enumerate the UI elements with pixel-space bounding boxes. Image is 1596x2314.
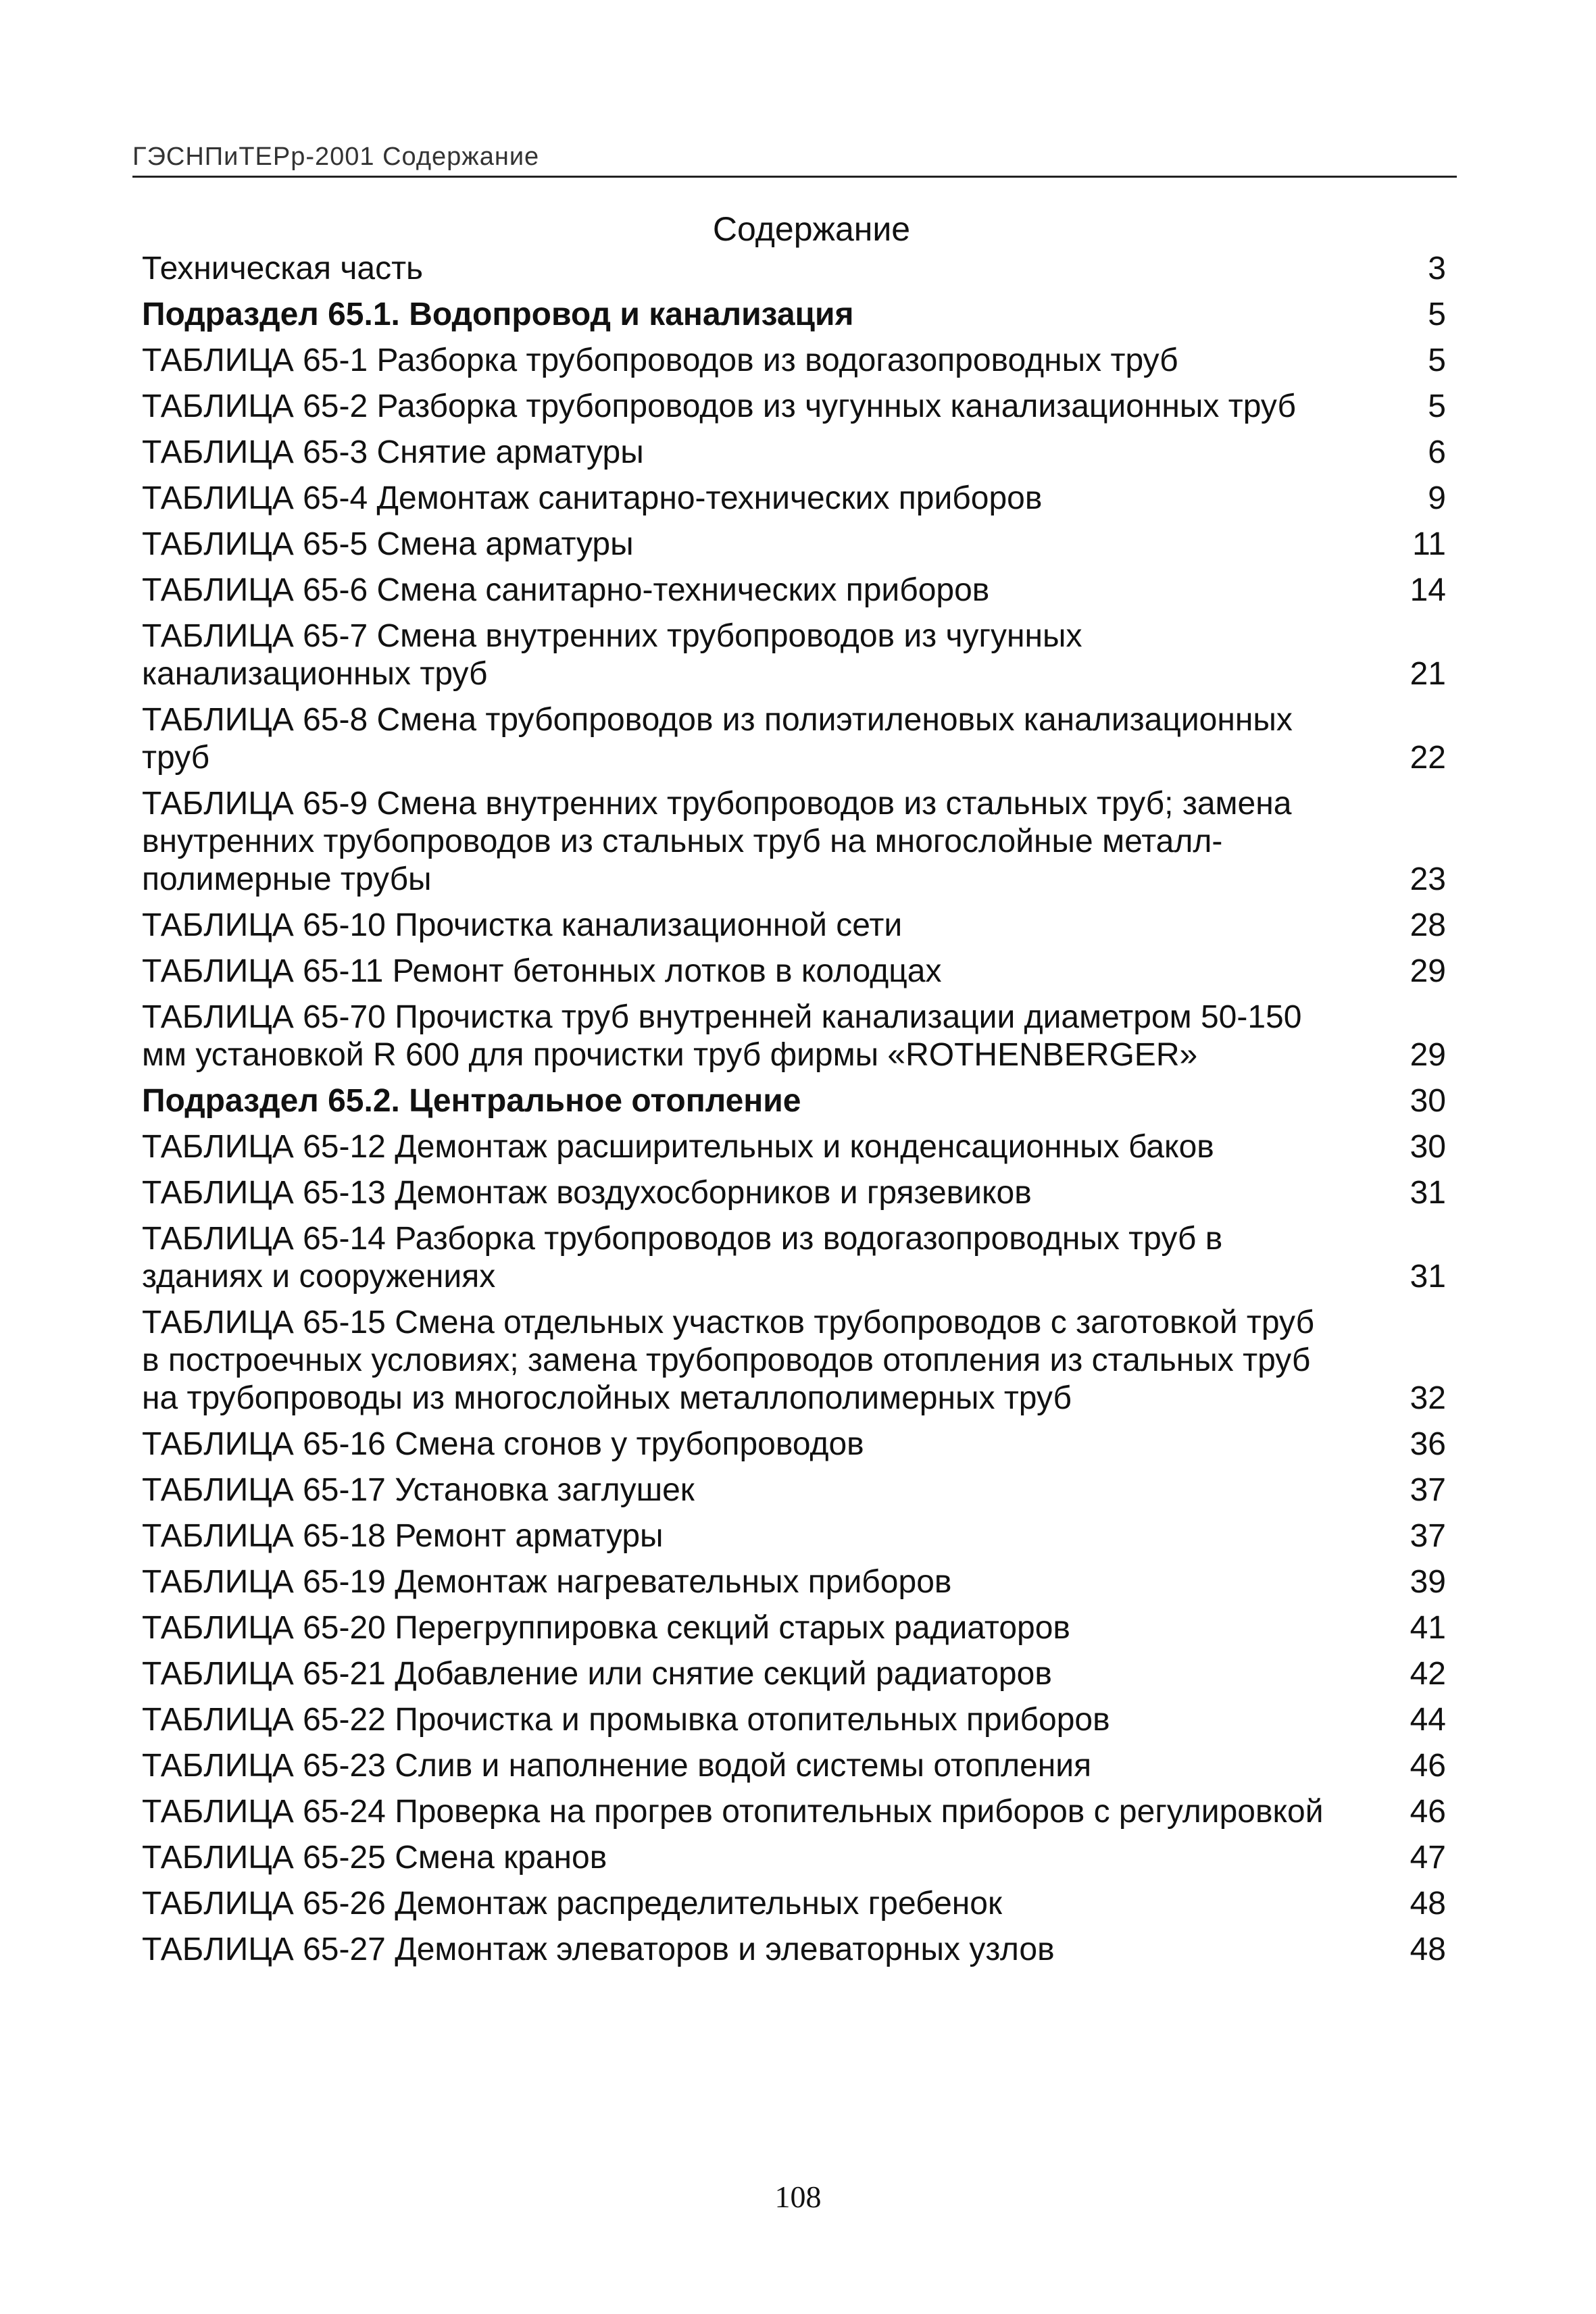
toc-entry-page: 46 xyxy=(1410,1794,1446,1830)
toc-entry-text: ТАБЛИЦА 65-10 Прочистка канализационной сети xyxy=(142,907,903,943)
toc-entry-text: ТАБЛИЦА 65-4 Демонтаж санитарно-технических приборов xyxy=(142,480,1043,516)
toc-entry-page: 30 xyxy=(1410,1129,1446,1165)
toc-entry-text: ТАБЛИЦА 65-23 Слив и наполнение водой системы отопления xyxy=(142,1748,1092,1784)
toc-entry-page: 5 xyxy=(1428,343,1446,378)
toc-entry-page: 29 xyxy=(1410,1037,1446,1073)
toc-entry[interactable] xyxy=(142,434,1446,472)
toc-entry-page: 48 xyxy=(1410,1932,1446,1967)
toc-entry-page: 44 xyxy=(1410,1702,1446,1738)
toc-entry[interactable] xyxy=(142,999,1446,1074)
toc-entry[interactable] xyxy=(142,1220,1446,1296)
toc-entry[interactable] xyxy=(142,1426,1446,1463)
running-header: ГЭСНПиТЕРр-2001 Содержание xyxy=(132,143,1457,178)
toc-entry-text: ТАБЛИЦА 65-12 Демонтаж расширительных и конденсационных баков xyxy=(142,1129,1214,1165)
toc-entry-text: ТАБЛИЦА 65-25 Смена кранов xyxy=(142,1840,607,1876)
toc-entry-text: ТАБЛИЦА 65-1 Разборка трубопроводов из водогазопроводных труб xyxy=(142,343,1178,378)
toc-section-entry[interactable] xyxy=(142,1082,1446,1120)
toc-entry-text: ТАБЛИЦА 65-24 Проверка на прогрев отопительных приборов с регулировкой xyxy=(142,1794,1324,1830)
toc-entry[interactable] xyxy=(142,1885,1446,1923)
toc-entry[interactable] xyxy=(142,1304,1446,1417)
toc-entry[interactable] xyxy=(142,907,1446,945)
toc-entry-text: ТАБЛИЦА 65-15 Смена отдельных участков трубопроводов с заготовкой труб в построечных условиях; замена трубопроводов отопления из стальных труб на трубопроводы из многослойных металлополимерных труб xyxy=(142,1305,1315,1416)
toc-entry-page: 5 xyxy=(1428,388,1446,424)
toc-entry-text: ТАБЛИЦА 65-21 Добавление или снятие секций радиаторов xyxy=(142,1656,1052,1692)
toc-entry-page: 23 xyxy=(1410,861,1446,897)
toc-entry-page: 39 xyxy=(1410,1564,1446,1600)
toc-entry-page: 9 xyxy=(1428,480,1446,516)
toc-entry-text: ТАБЛИЦА 65-26 Демонтаж распределительных гребенок xyxy=(142,1886,1002,1921)
toc-entry-text: Подраздел 65.2. Центральное отопление xyxy=(142,1083,801,1119)
toc-entry-page: 28 xyxy=(1410,907,1446,943)
toc-entry-page: 32 xyxy=(1410,1380,1446,1416)
toc-entry-page: 42 xyxy=(1410,1656,1446,1692)
toc-entry-text: ТАБЛИЦА 65-2 Разборка трубопроводов из чугунных канализационных труб xyxy=(142,388,1296,424)
toc-entry[interactable] xyxy=(142,1609,1446,1647)
toc-entry-text: ТАБЛИЦА 65-22 Прочистка и промывка отопительных приборов xyxy=(142,1702,1110,1738)
toc-entry-page: 37 xyxy=(1410,1472,1446,1508)
toc-entry-text: ТАБЛИЦА 65-14 Разборка трубопроводов из водогазопроводных труб в зданиях и сооружениях xyxy=(142,1221,1223,1294)
page-number: 108 xyxy=(774,2180,822,2214)
toc-entry-text: ТАБЛИЦА 65-70 Прочистка труб внутренней канализации диаметром 50-150 мм установкой R 600 для прочистки труб фирмы «ROTHENBERGER» xyxy=(142,999,1302,1073)
toc-entry[interactable] xyxy=(142,953,1446,990)
toc-entry-text: ТАБЛИЦА 65-18 Ремонт арматуры xyxy=(142,1518,664,1554)
toc-entry-text: ТАБЛИЦА 65-7 Смена внутренних трубопроводов из чугунных канализационных труб xyxy=(142,618,1082,692)
toc-entry-text: ТАБЛИЦА 65-20 Перегруппировка секций старых радиаторов xyxy=(142,1610,1070,1646)
table-of-contents xyxy=(142,250,1446,1977)
toc-entry[interactable] xyxy=(142,1655,1446,1693)
toc-entry-text: ТАБЛИЦА 65-6 Смена санитарно-технических приборов xyxy=(142,572,990,608)
toc-entry[interactable] xyxy=(142,1839,1446,1877)
toc-entry[interactable] xyxy=(142,572,1446,609)
toc-entry-text: ТАБЛИЦА 65-5 Смена арматуры xyxy=(142,526,634,562)
toc-section-entry[interactable] xyxy=(142,296,1446,334)
toc-entry-text: ТАБЛИЦА 65-16 Смена сгонов у трубопроводов xyxy=(142,1426,864,1462)
toc-entry-text: ТАБЛИЦА 65-9 Смена внутренних трубопроводов из стальных труб; замена внутренних трубопроводов из стальных труб на многослойные металл-полимерные трубы xyxy=(142,786,1292,897)
toc-entry[interactable] xyxy=(142,1931,1446,1969)
toc-entry-page: 47 xyxy=(1410,1840,1446,1876)
toc-entry-text: ТАБЛИЦА 65-8 Смена трубопроводов из полиэтиленовых канализационных труб xyxy=(142,702,1293,776)
toc-entry[interactable] xyxy=(142,342,1446,380)
toc-entry-text: ТАБЛИЦА 65-17 Установка заглушек xyxy=(142,1472,695,1508)
toc-entry-page: 21 xyxy=(1410,656,1446,692)
toc-entry[interactable] xyxy=(142,1128,1446,1166)
toc-entry[interactable] xyxy=(142,480,1446,518)
toc-entry-page: 30 xyxy=(1410,1083,1446,1119)
toc-entry-text: Техническая часть xyxy=(142,251,424,286)
toc-entry-page: 3 xyxy=(1428,251,1446,286)
toc-entry-page: 46 xyxy=(1410,1748,1446,1784)
toc-entry-text: ТАБЛИЦА 65-19 Демонтаж нагревательных приборов xyxy=(142,1564,952,1600)
toc-entry[interactable] xyxy=(142,1563,1446,1601)
toc-entry[interactable] xyxy=(142,785,1446,899)
toc-entry-page: 48 xyxy=(1410,1886,1446,1921)
toc-entry-page: 37 xyxy=(1410,1518,1446,1554)
toc-entry[interactable] xyxy=(142,1174,1446,1212)
toc-entry[interactable] xyxy=(142,701,1446,777)
toc-entry-page: 14 xyxy=(1410,572,1446,608)
toc-entry-text: ТАБЛИЦА 65-27 Демонтаж элеваторов и элеваторных узлов xyxy=(142,1932,1055,1967)
toc-entry[interactable] xyxy=(142,1472,1446,1509)
toc-entry-page: 6 xyxy=(1428,434,1446,470)
toc-entry[interactable] xyxy=(142,1793,1446,1831)
toc-entry-text: ТАБЛИЦА 65-11 Ремонт бетонных лотков в колодцах xyxy=(142,953,942,989)
toc-entry-page: 11 xyxy=(1412,526,1446,562)
page-title: Содержание xyxy=(712,210,911,248)
toc-entry-page: 41 xyxy=(1410,1610,1446,1646)
toc-entry-page: 5 xyxy=(1428,297,1446,332)
toc-entry[interactable] xyxy=(142,1747,1446,1785)
toc-entry-text: Подраздел 65.1. Водопровод и канализация xyxy=(142,297,854,332)
toc-entry[interactable] xyxy=(142,1701,1446,1739)
toc-entry[interactable] xyxy=(142,250,1446,288)
toc-entry[interactable] xyxy=(142,1517,1446,1555)
toc-entry[interactable] xyxy=(142,388,1446,426)
toc-entry-page: 36 xyxy=(1410,1426,1446,1462)
toc-entry[interactable] xyxy=(142,526,1446,563)
toc-entry-text: ТАБЛИЦА 65-13 Демонтаж воздухосборников и грязевиков xyxy=(142,1175,1032,1211)
toc-entry-page: 31 xyxy=(1410,1175,1446,1211)
toc-entry-page: 29 xyxy=(1410,953,1446,989)
toc-entry-text: ТАБЛИЦА 65-3 Снятие арматуры xyxy=(142,434,644,470)
toc-entry[interactable] xyxy=(142,618,1446,693)
toc-entry-page: 22 xyxy=(1410,740,1446,776)
toc-entry-page: 31 xyxy=(1410,1259,1446,1294)
